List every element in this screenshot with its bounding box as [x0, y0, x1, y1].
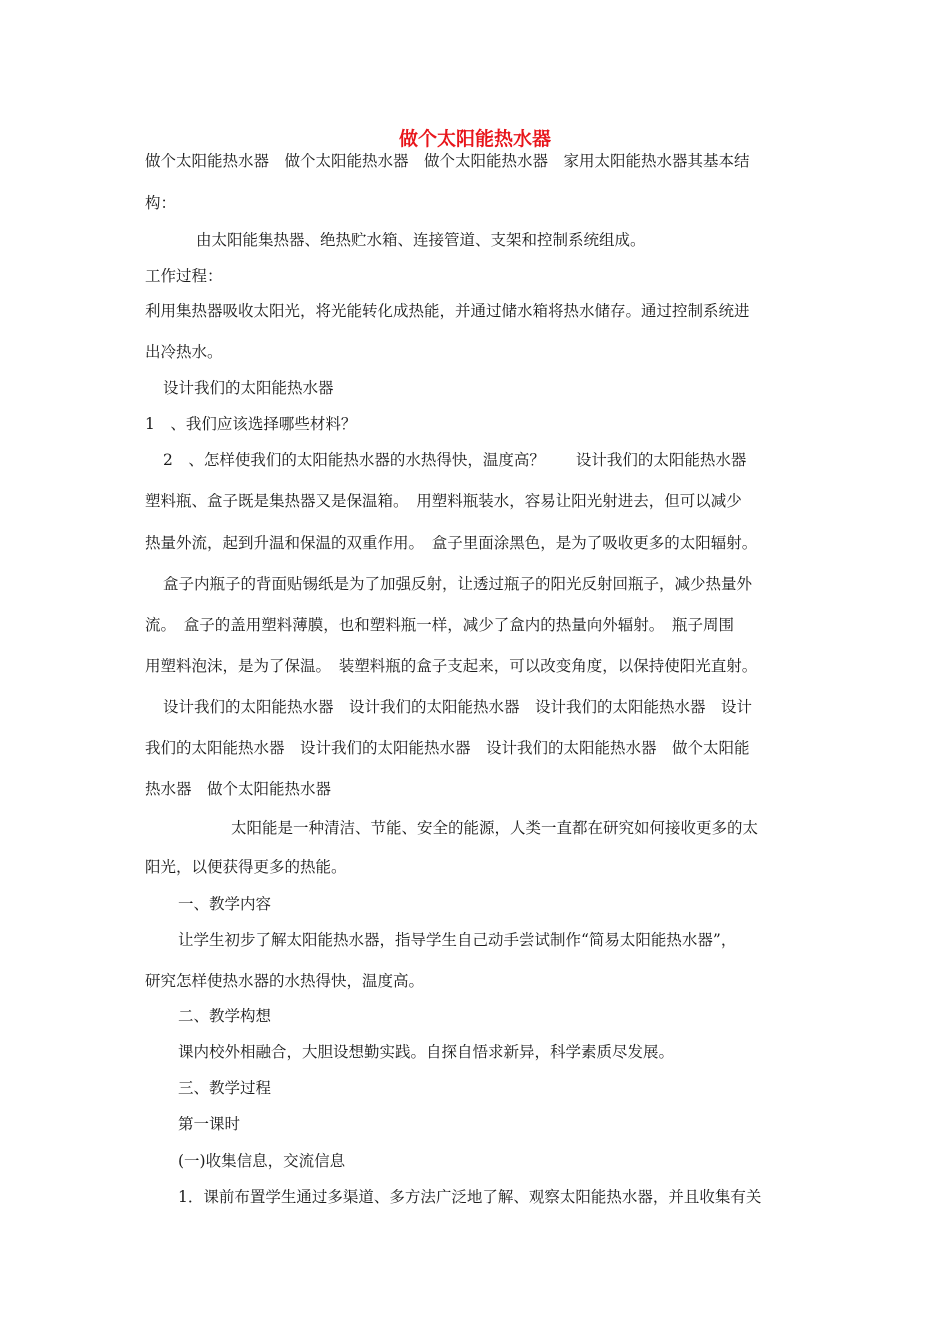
paragraph-line: 由太阳能集热器、绝热贮水箱、连接管道、支架和控制系统组成。: [196, 231, 646, 249]
paragraph-line: 课内校外相融合，大胆设想勤实践。自探自悟求新异，科学素质尽发展。: [178, 1043, 675, 1061]
paragraph-line: 1．课前布置学生通过多渠道、多方法广泛地了解、观察太阳能热水器，并且收集有关: [178, 1188, 762, 1206]
paragraph-line: (一)收集信息，交流信息: [178, 1152, 346, 1170]
paragraph-line: 用塑料泡沫，是为了保温。 装塑料瓶的盒子支起来，可以改变角度，以保持使阳光直射。: [145, 657, 758, 675]
paragraph-line: 出冷热水。: [145, 343, 223, 361]
paragraph-line: 热水器 做个太阳能热水器: [145, 780, 332, 798]
paragraph-line: 太阳能是一种清洁、节能、安全的能源，人类一直都在研究如何接收更多的太: [231, 819, 759, 837]
paragraph-line: 研究怎样使热水器的水热得快，温度高。: [145, 972, 425, 990]
paragraph-line: 构：: [145, 194, 177, 212]
section-heading: 一、教学内容: [178, 895, 272, 913]
paragraph-line: 塑料瓶、盒子既是集热器又是保温箱。 用塑料瓶装水，容易让阳光射进去，但可以减少: [145, 492, 742, 510]
paragraph-line: 第一课时: [178, 1115, 241, 1133]
paragraph-line: 做个太阳能热水器 做个太阳能热水器 做个太阳能热水器 家用太阳能热水器其基本结: [145, 152, 750, 170]
paragraph-line: 利用集热器吸收太阳光，将光能转化成热能，并通过储水箱将热水储存。通过控制系统进: [145, 302, 750, 320]
paragraph-line: 盒子内瓶子的背面贴锡纸是为了加强反射，让透过瓶子的阳光反射回瓶子，减少热量外: [163, 575, 753, 593]
paragraph-line: 设计我们的太阳能热水器: [163, 379, 334, 397]
paragraph-line: 我们的太阳能热水器 设计我们的太阳能热水器 设计我们的太阳能热水器 做个太阳能: [145, 739, 750, 757]
paragraph-line: 2 、怎样使我们的太阳能热水器的水热得快，温度高？ 设计我们的太阳能热水器: [163, 451, 747, 469]
section-heading: 三、教学过程: [178, 1079, 272, 1097]
paragraph-line: 1 、我们应该选择哪些材料？: [145, 415, 357, 433]
paragraph-line: 设计我们的太阳能热水器 设计我们的太阳能热水器 设计我们的太阳能热水器 设计: [163, 698, 753, 716]
section-heading: 二、教学构想: [178, 1007, 272, 1025]
paragraph-line: 让学生初步了解太阳能热水器，指导学生自己动手尝试制作“简易太阳能热水器”，: [178, 931, 737, 949]
paragraph-line: 阳光，以便获得更多的热能。: [145, 858, 347, 876]
document-title: 做个太阳能热水器: [398, 128, 551, 150]
paragraph-line: 热量外流，起到升温和保温的双重作用。 盒子里面涂黑色，是为了吸收更多的太阳辐射。: [145, 534, 758, 552]
paragraph-line: 流。 盒子的盖用塑料薄膜，也和塑料瓶一样，减少了盒内的热量向外辐射。 瓶子周围: [145, 616, 735, 634]
paragraph-line: 工作过程：: [145, 267, 223, 285]
